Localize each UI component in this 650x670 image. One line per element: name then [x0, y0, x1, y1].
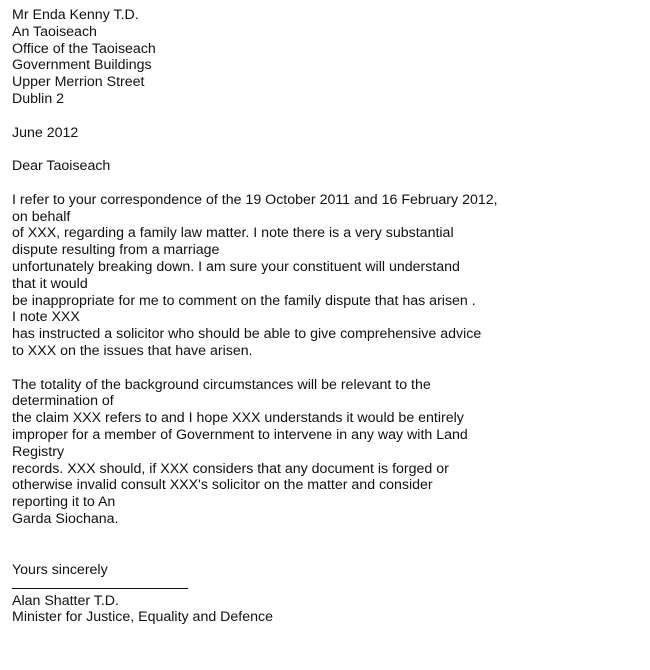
recipient-line: Dublin 2	[12, 90, 65, 107]
paragraph-line: on behalf	[12, 208, 71, 225]
paragraph-line: determination of	[12, 393, 114, 410]
paragraph-line: improper for a member of Government to intervene in any way with Land	[12, 426, 468, 443]
letter-date: June 2012	[12, 124, 79, 141]
paragraph-line: I refer to your correspondence of the 19 October 2011 and 16 February 2012,	[12, 191, 498, 208]
recipient-line: Mr Enda Kenny T.D.	[12, 7, 139, 23]
paragraph-line: dispute resulting from a marriage	[12, 242, 220, 259]
paragraph-line: be inappropriate for me to comment on the family dispute that has arisen .	[12, 292, 476, 309]
recipient-line: Office of the Taoiseach	[12, 40, 156, 57]
paragraph-line: that it would	[12, 275, 88, 292]
spacer	[12, 360, 642, 377]
spacer	[12, 108, 642, 125]
paragraph-line: I note XXX	[12, 309, 80, 326]
spacer	[12, 175, 642, 192]
paragraph-line: The totality of the background circumstances will be relevant to the	[12, 376, 431, 393]
paragraph-line: unfortunately breaking down. I am sure your constituent will understand	[12, 258, 460, 275]
signature-line	[12, 588, 188, 589]
recipient-line: Government Buildings	[12, 57, 152, 74]
paragraph-line: Garda Siochana.	[12, 510, 119, 527]
letter-page	[12, 7, 642, 626]
paragraph-line: the claim XXX refers to and I hope XXX understands it would be entirely	[12, 410, 464, 427]
recipient-line: An Taoiseach	[12, 23, 97, 40]
closing: Yours sincerely	[12, 561, 108, 578]
paragraph-line: to XXX on the issues that have arisen.	[12, 342, 253, 359]
paragraph-line: has instructed a solicitor who should be able to give comprehensive advice	[12, 326, 482, 343]
paragraph-line: otherwise invalid consult XXX's solicitor on the matter and consider	[12, 477, 433, 494]
recipient-address	[12, 7, 642, 108]
paragraph-1	[12, 192, 642, 360]
salutation: Dear Taoiseach	[12, 158, 111, 175]
paragraph-line: Registry	[12, 443, 65, 460]
signatory-name: Alan Shatter T.D.	[12, 592, 119, 609]
paragraph-line: records. XXX should, if XXX considers that any document is forged or	[12, 460, 449, 477]
signatory-title: Minister for Justice, Equality and Defence	[12, 609, 274, 626]
spacer	[12, 528, 642, 562]
spacer	[12, 141, 642, 158]
recipient-line: Upper Merrion Street	[12, 74, 145, 91]
signature-block	[12, 593, 642, 627]
paragraph-line: reporting it to An	[12, 494, 116, 511]
paragraph-2	[12, 377, 642, 528]
paragraph-line: of XXX, regarding a family law matter. I note there is a very substantial	[12, 225, 454, 242]
